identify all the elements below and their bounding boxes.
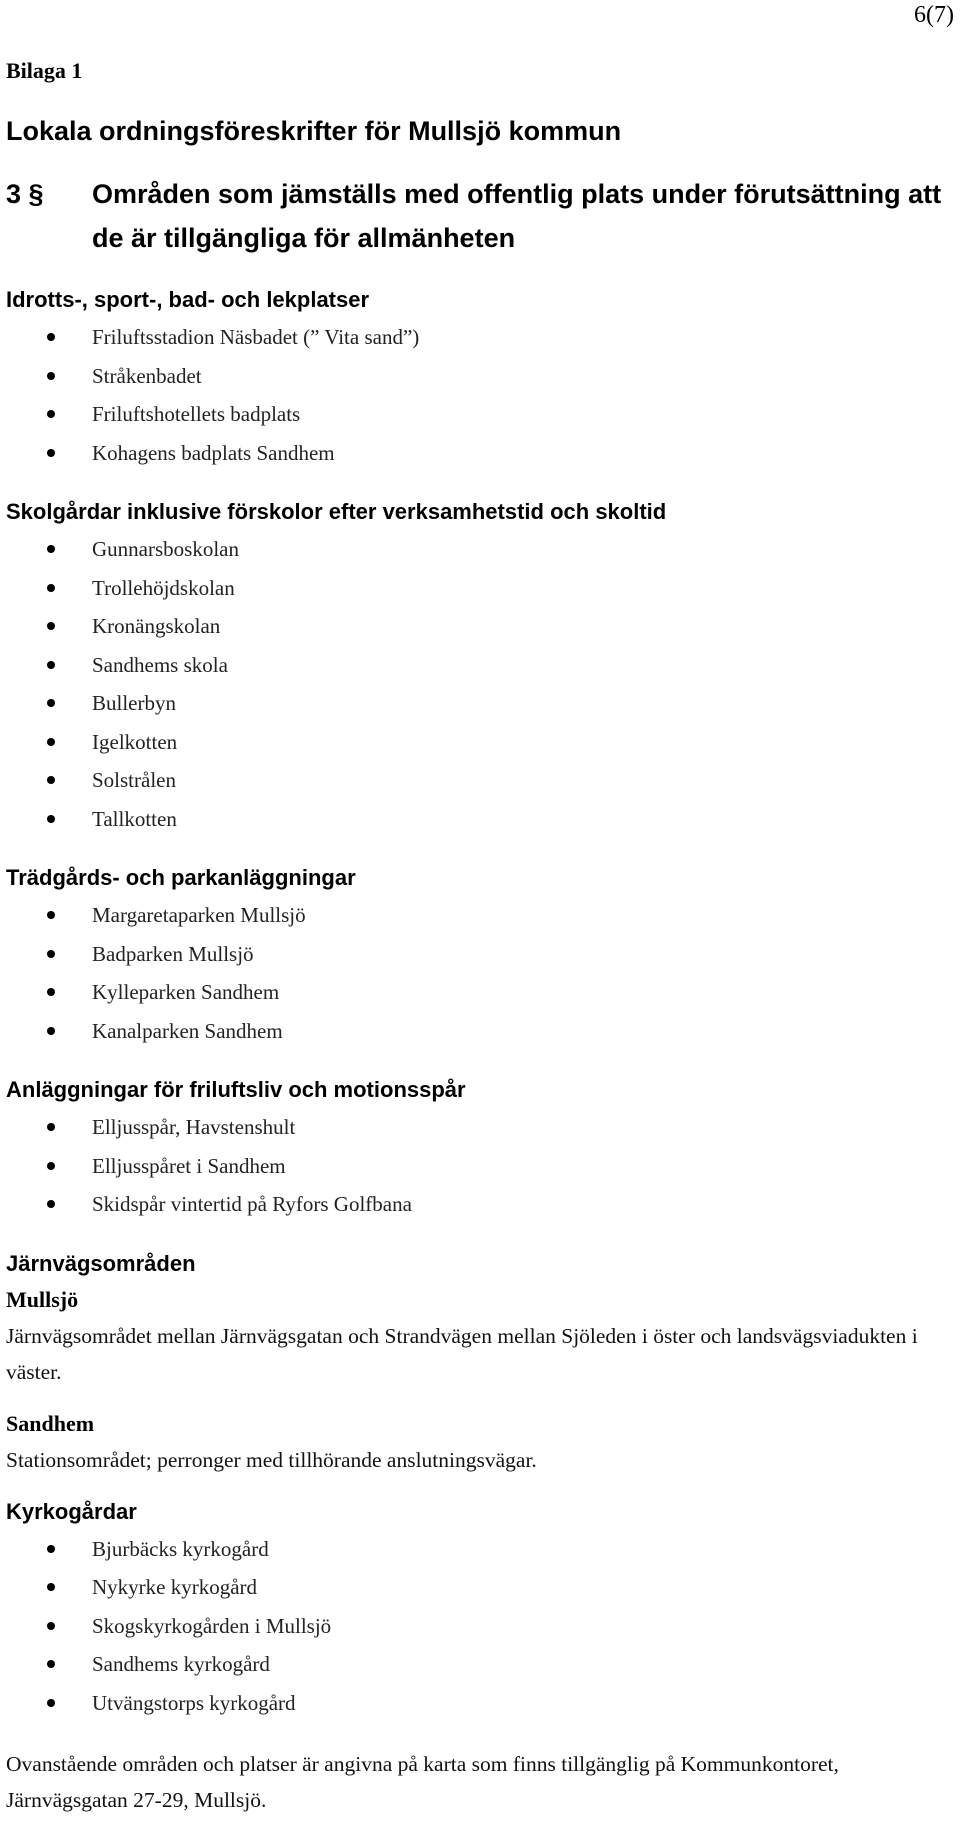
item-list (6, 896, 946, 1050)
list-item: Utvängstorps kyrkogård (6, 1684, 946, 1723)
document-title: Lokala ordningsföreskrifter för Mullsjö kommun (6, 116, 622, 146)
bullet-icon (47, 1660, 55, 1668)
document-body (6, 52, 946, 1818)
list-item: Gunnarsboskolan (6, 530, 946, 569)
list-item: Stråkenbadet (6, 357, 946, 396)
section-heading (6, 172, 946, 260)
list-item: Margaretaparken Mullsjö (6, 896, 946, 935)
section-title: Områden som jämställs med offentlig plats under förutsättning att de är tillgängliga för allmänheten (92, 179, 942, 253)
list-item: Sandhems kyrkogård (6, 1645, 946, 1684)
list-item: Sandhems skola (6, 646, 946, 685)
bullet-icon (47, 372, 55, 380)
bullet-icon (47, 776, 55, 784)
bullet-icon (47, 661, 55, 669)
group-heading: Anläggningar för friluftsliv och motionsspår (6, 1077, 466, 1102)
list-item: Kohagens badplats Sandhem (6, 434, 946, 473)
list-item: Badparken Mullsjö (6, 935, 946, 974)
list-item: Tallkotten (6, 800, 946, 839)
list-item: Bullerbyn (6, 684, 946, 723)
group-parks (6, 860, 946, 1050)
item-list (6, 1530, 946, 1723)
bullet-icon (47, 584, 55, 592)
item-list (6, 318, 946, 472)
list-item: Igelkotten (6, 723, 946, 762)
list-item: Elljusspår, Havstenshult (6, 1108, 946, 1147)
section-number: 3 § (6, 179, 44, 209)
list-item: Bjurbäcks kyrkogård (6, 1530, 946, 1569)
bullet-icon (47, 449, 55, 457)
mullsjo-text: Järnvägsområdet mellan Järnvägsgatan och Strandvägen mellan Sjöleden i öster och landsvägsviadukten i väster. (6, 1323, 918, 1384)
group-railway (6, 1246, 946, 1478)
list-item: Solstrålen (6, 761, 946, 800)
list-item: Kronängskolan (6, 607, 946, 646)
bullet-icon (47, 1699, 55, 1707)
group-heading: Trädgårds- och parkanläggningar (6, 865, 356, 890)
bullet-icon (47, 1162, 55, 1170)
bullet-icon (47, 333, 55, 341)
bullet-icon (47, 815, 55, 823)
bullet-icon (47, 622, 55, 630)
bullet-icon (47, 1123, 55, 1131)
bullet-icon (47, 988, 55, 996)
list-item: Nykyrke kyrkogård (6, 1568, 946, 1607)
list-item: Trollehöjdskolan (6, 569, 946, 608)
footer-note: Ovanstående områden och platser är angivna på karta som finns tillgänglig på Kommunkontoret, Järnvägsgatan 27-29, Mullsjö. (6, 1752, 839, 1812)
list-item: Skidspår vintertid på Ryfors Golfbana (6, 1185, 946, 1224)
sandhem-label: Sandhem (6, 1410, 95, 1436)
mullsjo-label: Mullsjö (6, 1286, 79, 1312)
bullet-icon (47, 1027, 55, 1035)
group-heading: Järnvägsområden (6, 1250, 196, 1276)
bullet-icon (47, 950, 55, 958)
bullet-icon (47, 1200, 55, 1208)
group-heading: Idrotts-, sport-, bad- och lekplatser (6, 287, 370, 312)
group-sports (6, 282, 946, 472)
bullet-icon (47, 699, 55, 707)
appendix-label: Bilaga 1 (6, 58, 83, 83)
list-item: Friluftsstadion Näsbadet (” Vita sand”) (6, 318, 946, 357)
list-item: Kylleparken Sandhem (6, 973, 946, 1012)
item-list (6, 1108, 946, 1224)
bullet-icon (47, 1583, 55, 1591)
bullet-icon (47, 738, 55, 746)
list-item: Elljusspåret i Sandhem (6, 1147, 946, 1186)
list-item: Skogskyrkogården i Mullsjö (6, 1607, 946, 1646)
group-cemeteries (6, 1494, 946, 1723)
bullet-icon (47, 410, 55, 418)
group-outdoor (6, 1072, 946, 1224)
group-schoolyards (6, 494, 946, 838)
page-number: 6(7) (914, 2, 954, 28)
list-item: Kanalparken Sandhem (6, 1012, 946, 1051)
list-item: Friluftshotellets badplats (6, 395, 946, 434)
bullet-icon (47, 1622, 55, 1630)
sandhem-text: Stationsområdet; perronger med tillhörande anslutningsvägar. (6, 1447, 537, 1472)
bullet-icon (47, 911, 55, 919)
group-heading: Kyrkogårdar (6, 1498, 137, 1524)
bullet-icon (47, 1545, 55, 1553)
group-heading: Skolgårdar inklusive förskolor efter verksamhetstid och skoltid (6, 499, 667, 524)
bullet-icon (47, 545, 55, 553)
item-list (6, 530, 946, 838)
